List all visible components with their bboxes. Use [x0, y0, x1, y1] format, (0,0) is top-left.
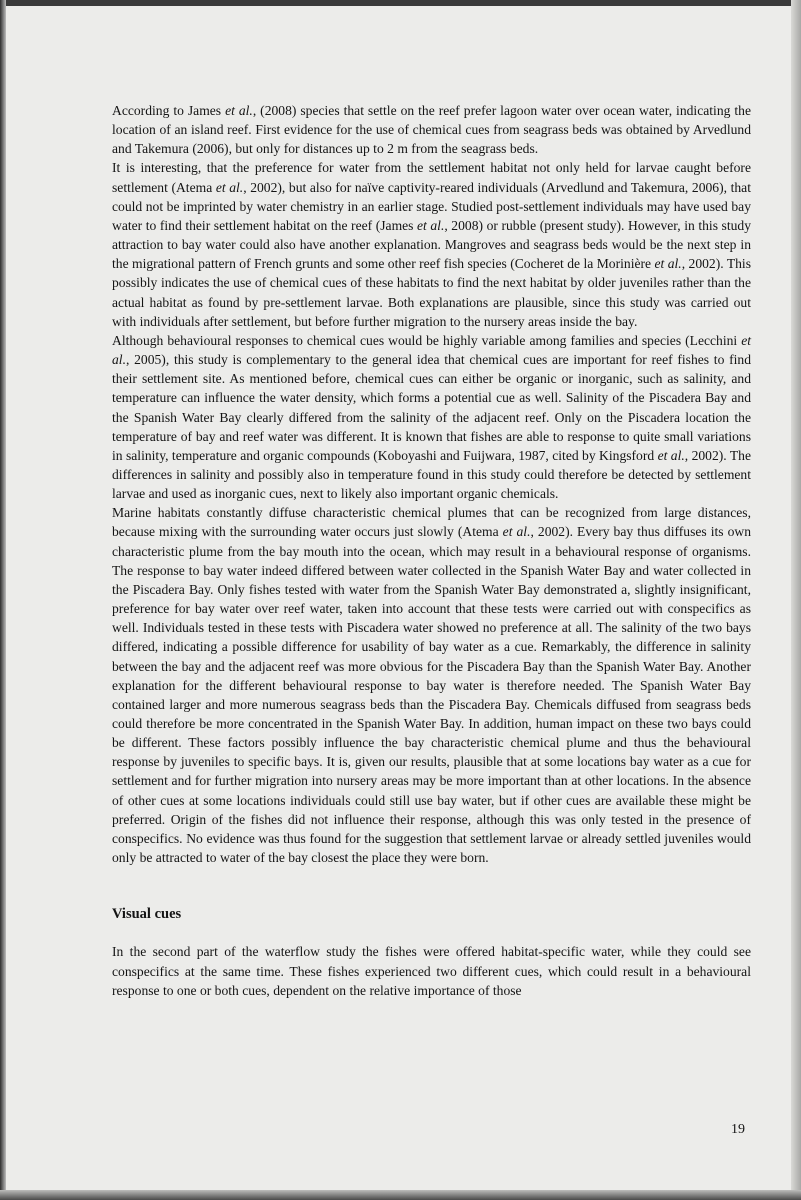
page-edge-bottom	[0, 1190, 801, 1200]
page-edge-top	[0, 0, 801, 6]
et-al-italic: et al.	[112, 332, 751, 368]
page-edge-right	[791, 0, 801, 1200]
et-al-italic: et al.	[654, 256, 682, 272]
et-al-italic: et al.	[225, 103, 253, 118]
body-text	[112, 101, 751, 1000]
paragraph: According to James et al., (2008) species that settle on the reef prefer lagoon water over ocean water, indicating the location of an island reef. First evidence for the use of chemical cues from seagrass beds was obtained by Arvedlund and Takemura (2006), but only for distances up to 2 m from the seagrass beds.	[112, 103, 751, 157]
et-al-italic: et al.	[657, 447, 685, 463]
page-edge-left	[0, 0, 6, 1200]
et-al-italic: et al.	[215, 179, 244, 195]
paragraph: In the second part of the waterflow study the fishes were offered habitat-specific water, while they could see conspecifics at the same time. These fishes experienced two different cues, which could result in a behavioural response to one or both cues, dependent on the relative importance of those	[112, 944, 751, 998]
et-al-italic: et al.	[502, 524, 531, 540]
paragraph: Although behavioural responses to chemical cues would be highly variable among families and species (Lecchini et al., 2005), this study is complementary to the general idea that chemical cues are important for reef fishes to find their settlement site. As mentioned before, chemical cues can either be organic or inorganic, such as salinity, and temperature can influence the water density, which forms a potential cue as well. Salinity of the Piscadera Bay and the Spanish Water Bay clearly differed from the salinity of the adjacent reef. Only on the Piscadera location the temperature of bay and reef water was different. It is known that fishes are able to response to quite small variations in salinity, temperature and organic compounds (Koboyashi and Fuijwara, 1987, cited by Kingsford et al., 2002). The differences in salinity and possibly also in temperature found in this study could therefore be detected by settlement larvae and used as inorganic cues, next to likely also important organic chemicals.	[112, 332, 751, 502]
page-number: 19	[731, 1122, 745, 1137]
section-heading: Visual cues	[112, 906, 182, 923]
et-al-italic: et al.	[417, 217, 445, 233]
paragraph: It is interesting, that the preference for water from the settlement habitat not only held for larvae caught before settlement (Atema et al., 2002), but also for naïve captivity-reared individuals (Arvedlund and Takemura, 2006), that could not be imprinted by water chemistry in an earlier stage. Studied post-settlement individuals may have used bay water to find their settlement habitat on the reef (James et al., 2008) or rubble (present study). However, in this study attraction to bay water could also have another explanation. Mangroves and seagrass beds would be the next step in the migrational pattern of French grunts and some other reef fish species (Cocheret de la Morinière et al., 2002). This possibly indicates the use of chemical cues of these habitats to find the next habitat by older juveniles rather than the actual habitat as found by pre-settlement larvae. Both explanations are plausible, since this study was carried out with individuals after settlement, but before further migration to the nursery areas inside the bay.	[112, 160, 752, 329]
paragraph: Marine habitats constantly diffuse characteristic chemical plumes that can be recognized from large distances, because mixing with the surrounding water occurs just slowly (Atema et al., 2002). Every bay thus diffuses its own characteristic plume from the bay mouth into the ocean, which may result in a behavioural response of organisms. The response to bay water indeed differed between water collected in the Spanish Water Bay and water collected in the Piscadera Bay. Only fishes tested with water from the Spanish Water Bay demonstrated a, slightly insignificant, preference for bay water over reef water, taken into account that these tests were carried out with conspecifics as well. Individuals tested in these tests with Piscadera water showed no preference at all. The salinity of the two bays differed, indicating a possible difference for usability of bay water as a cue. Remarkably, the difference in salinity between the bay and the adjacent reef was more obvious for the Piscadera Bay than the Spanish Water Bay. Another explanation for the different behavioural response to bay water is therefore needed. The Spanish Water Bay contained larger and more numerous seagrass beds than the Piscadera Bay. Chemicals diffused from seagrass beds could therefore be more concentrated in the Spanish Water Bay. In addition, human impact on these two bays could be different. These factors possibly influence the bay characteristic chemical plume and thus the behavioural response by juveniles to specific bays. It is, given our results, plausible that at some locations bay water as a cue for settlement and for further migration into nursery areas may be more important than at other locations. In the absence of other cues at some locations individuals could still use bay water, but if other cues are available these might be preferred. Origin of the fishes did not influence their response, although this was only tested in the presence of conspecifics. No evidence was thus found for the suggestion that settlement larvae or already settled juveniles would only be attracted to water of the bay closest the place they were born.	[112, 505, 752, 866]
